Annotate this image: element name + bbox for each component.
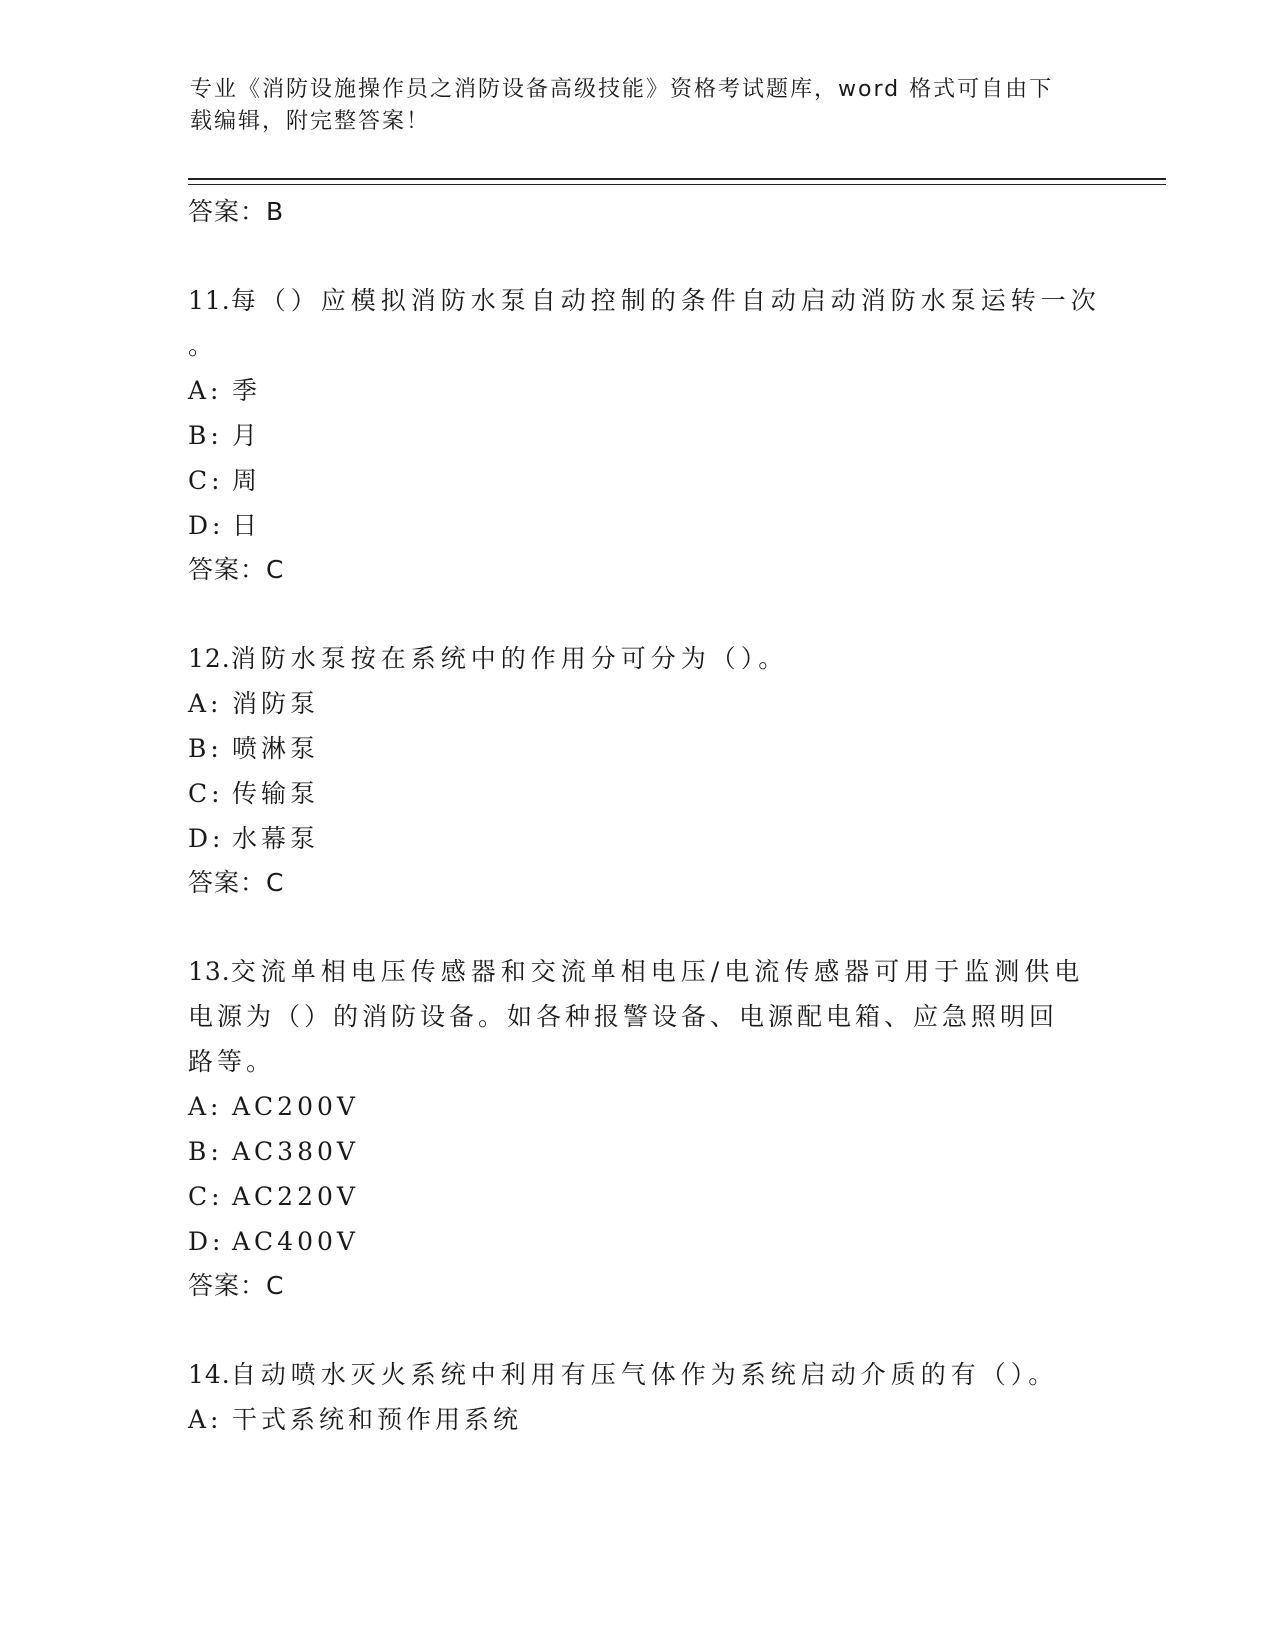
- option-text: 日: [232, 511, 262, 540]
- question-text: 每（）应模拟消防水泵自动控制的条件自动启动消防水泵运转一次: [230, 286, 1101, 315]
- question-text-continuation: 路等。: [188, 1047, 276, 1076]
- option-letter: A:: [188, 1092, 223, 1121]
- option-b: [188, 1129, 1128, 1174]
- option-b: [188, 413, 1128, 458]
- option-letter: B:: [188, 1137, 223, 1166]
- option-c: [188, 771, 1128, 816]
- option-c: [188, 1174, 1128, 1219]
- answer-line: 答案：C: [188, 555, 285, 584]
- question-number: 11.: [188, 286, 231, 315]
- question-11: [188, 278, 1128, 323]
- option-text: 消防泵: [232, 689, 320, 718]
- option-letter: C:: [188, 466, 224, 495]
- question-number: 13.: [188, 957, 231, 986]
- question-text-continuation: 。: [188, 331, 218, 360]
- header-line-1: 专业《消防设施操作员之消防设备高级技能》资格考试题库，word 格式可自由下: [190, 77, 1054, 102]
- question-12: [188, 636, 1128, 681]
- document-header: [190, 74, 1090, 138]
- question-text-continuation: 电源为（）的消防设备。如各种报警设备、电源配电箱、应急照明回: [188, 1002, 1059, 1031]
- option-letter: C:: [188, 779, 224, 808]
- option-text: 干式系统和预作用系统: [232, 1405, 523, 1434]
- option-letter: A:: [188, 689, 223, 718]
- option-text: 周: [232, 466, 262, 495]
- option-a: [188, 368, 1128, 413]
- question-text: 交流单相电压传感器和交流单相电压/电流传感器可用于监测供电: [230, 957, 1085, 986]
- option-d: [188, 1219, 1128, 1264]
- option-letter: D:: [188, 1227, 225, 1256]
- option-b: [188, 726, 1128, 771]
- option-text: AC380V: [232, 1137, 359, 1166]
- question-number: 14.: [188, 1360, 231, 1389]
- option-letter: D:: [188, 511, 225, 540]
- option-text: 传输泵: [232, 779, 320, 808]
- option-a: [188, 1397, 1128, 1442]
- option-a: [188, 681, 1128, 726]
- option-text: AC200V: [232, 1092, 359, 1121]
- question-list: [188, 190, 1128, 1442]
- option-d: [188, 816, 1128, 861]
- option-text: 水幕泵: [232, 824, 320, 853]
- option-text: 喷淋泵: [232, 734, 320, 763]
- option-letter: C:: [188, 1182, 224, 1211]
- option-letter: B:: [188, 421, 223, 450]
- question-14: [188, 1352, 1128, 1397]
- header-line-2: 载编辑，附完整答案！: [190, 109, 431, 134]
- answer-line: 答案：C: [188, 1271, 285, 1300]
- header-divider-thick: [188, 178, 1166, 180]
- question-text: 消防水泵按在系统中的作用分可分为（）。: [230, 644, 789, 673]
- answer-line: 答案：C: [188, 868, 285, 897]
- option-letter: A:: [188, 1405, 223, 1434]
- question-13: [188, 949, 1128, 994]
- option-text: AC220V: [232, 1182, 359, 1211]
- option-letter: B:: [188, 734, 223, 763]
- question-number: 12.: [188, 644, 231, 673]
- answer-line: 答案：B: [188, 197, 285, 226]
- option-letter: A:: [188, 376, 223, 405]
- option-text: AC400V: [232, 1227, 359, 1256]
- question-text: 自动喷水灭火系统中利用有压气体作为系统启动介质的有（）。: [230, 1360, 1059, 1389]
- option-text: 季: [232, 376, 262, 405]
- option-letter: D:: [188, 824, 225, 853]
- option-c: [188, 458, 1128, 503]
- option-a: [188, 1084, 1128, 1129]
- option-d: [188, 503, 1128, 548]
- header-divider-thin: [188, 184, 1166, 185]
- option-text: 月: [232, 421, 262, 450]
